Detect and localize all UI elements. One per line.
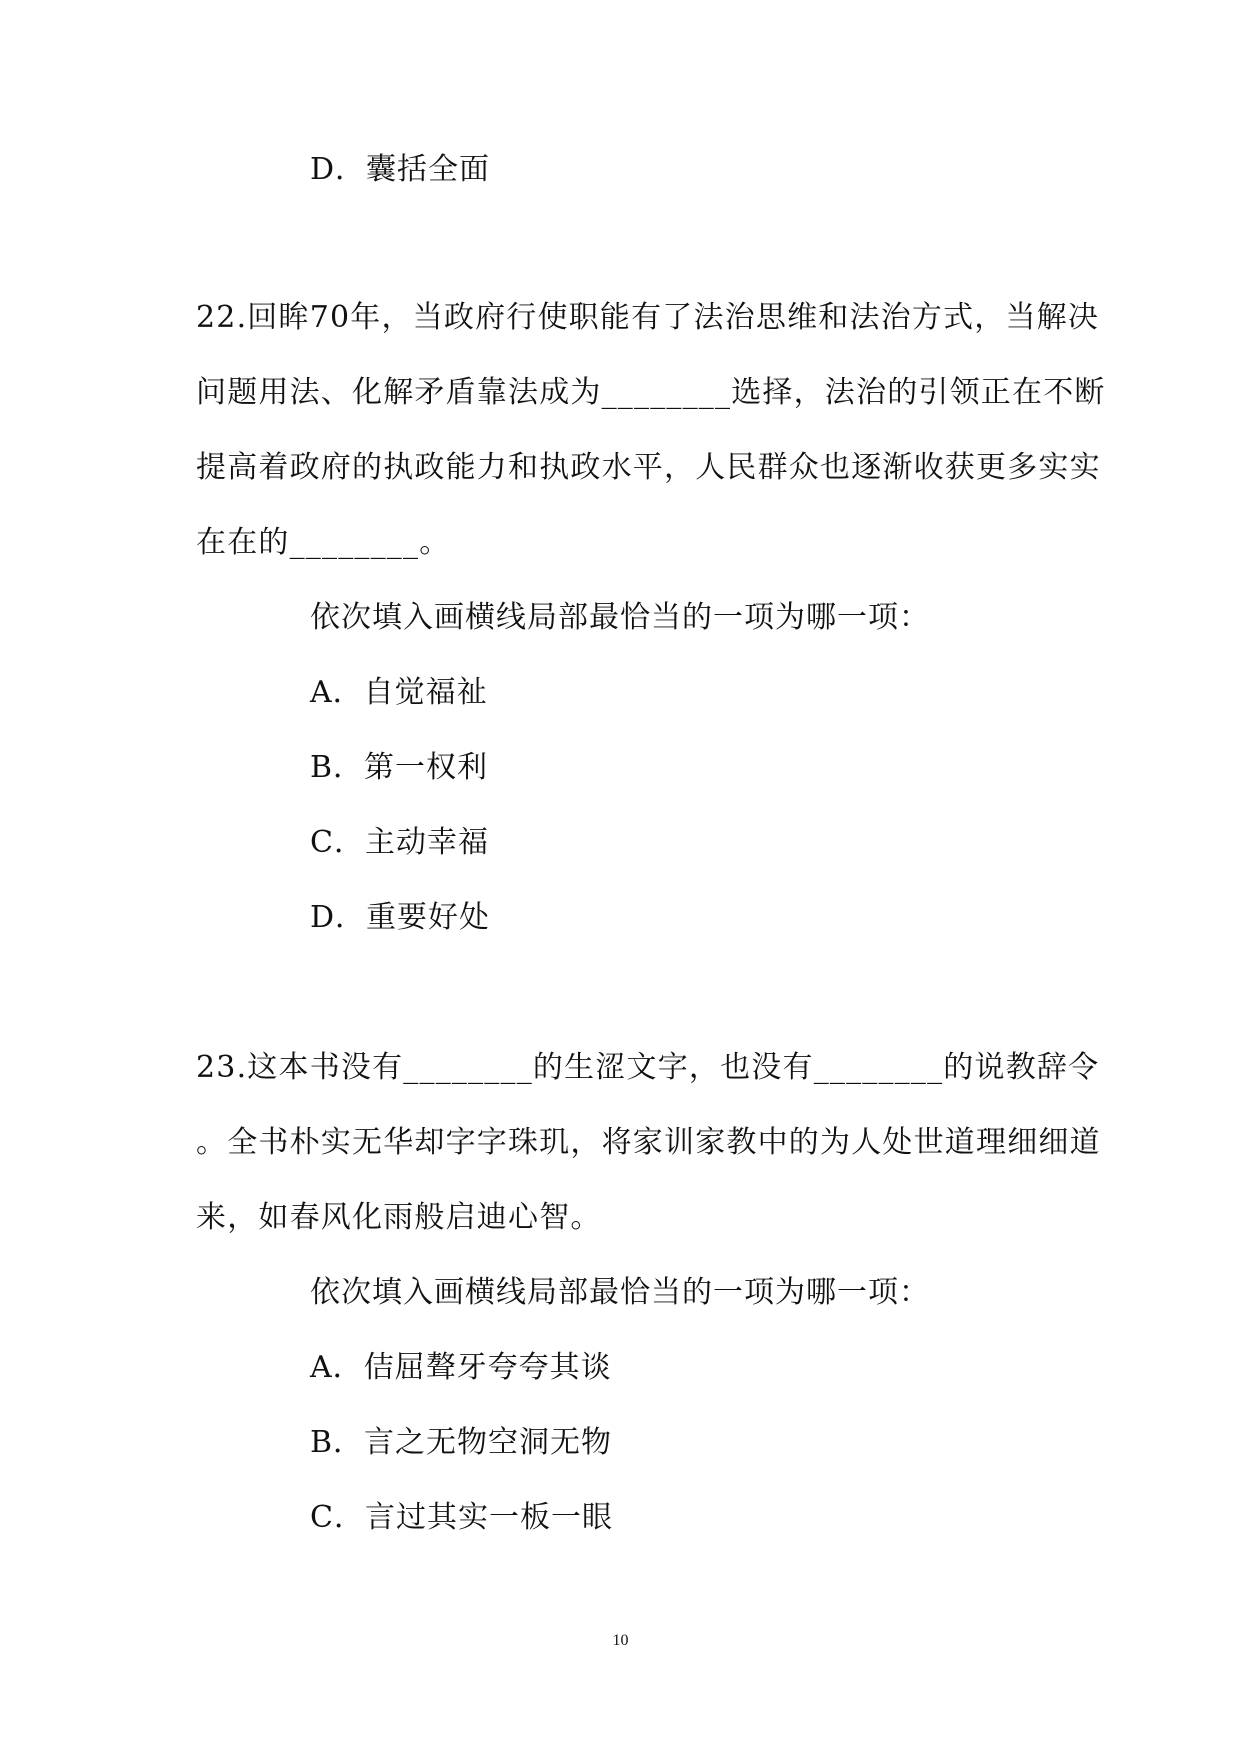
q23-text-line: 。全书朴实无华却字字珠玑，将家训家教中的为人处世道理细细道: [196, 1125, 1101, 1160]
q22-text-line: 问题用法、化解矛盾靠法成为________选择，法治的引领正在不断: [196, 375, 1106, 410]
q22-option-b: B．第一权利: [310, 750, 489, 785]
q22-text-line: 提高着政府的执政能力和执政水平，人民群众也逐渐收获更多实实: [196, 450, 1101, 485]
q22-option-d: D．重要好处: [310, 900, 491, 935]
q23-option-b: B．言之无物空洞无物: [310, 1425, 613, 1460]
q23-text-line: 23.这本书没有________的生涩文字，也没有________的说教辞令: [196, 1050, 1100, 1085]
q23-option-c: C．言过其实一板一眼: [310, 1500, 613, 1535]
q22-option-c: C．主动幸福: [310, 825, 489, 860]
q22-text-line: 在在的________。: [196, 525, 451, 560]
q23-text-line: 来，如春风化雨般启迪心智。: [196, 1200, 602, 1235]
q23-option-a: A．佶屈聱牙夸夸其谈: [310, 1350, 612, 1385]
q23-instruction: 依次填入画横线局部最恰当的一项为哪一项：: [310, 1275, 930, 1310]
q22-option-a: A．自觉福祉: [310, 675, 488, 710]
q22-instruction: 依次填入画横线局部最恰当的一项为哪一项：: [310, 600, 930, 635]
page-number: 10: [612, 1632, 629, 1649]
q22-text-line: 22.回眸70年，当政府行使职能有了法治思维和法治方式，当解决: [196, 300, 1100, 335]
q21-option-d: D．囊括全面: [310, 152, 491, 187]
